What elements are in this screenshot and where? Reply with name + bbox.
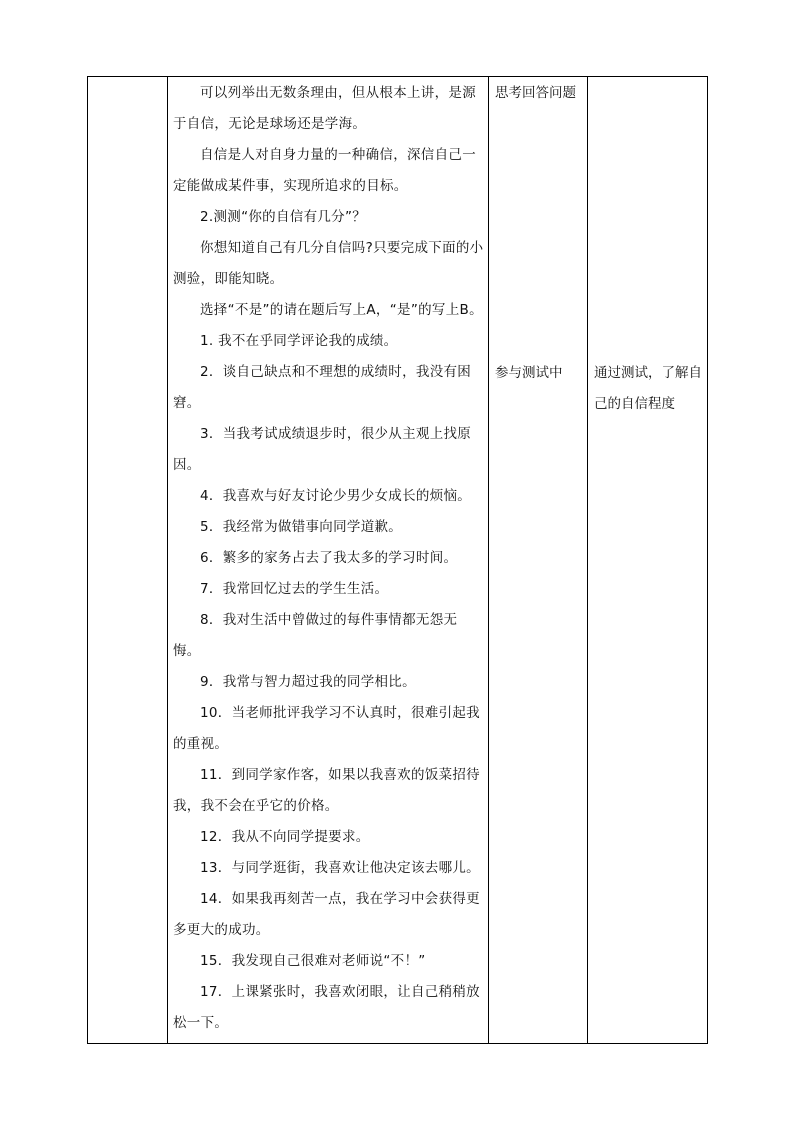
student-activity-top: 思考回答问题 (495, 85, 576, 101)
question-item: 11．到同学家作客，如果以我喜欢的饭菜招待我，我不会在乎它的价格。 (173, 767, 480, 814)
question-item: 7．我常回忆过去的学生生活。 (200, 581, 389, 597)
question-item: 2．谈自己缺点和不理想的成绩时，我没有困窘。 (173, 364, 472, 411)
design-intent-cell (588, 77, 708, 1044)
instruction-paragraph: 选择“不是”的请在题后写上A，“是”的写上B。 (200, 302, 483, 318)
section-heading: 2.测测“你的自信有几分”？ (200, 209, 367, 225)
question-item: 9．我常与智力超过我的同学相比。 (200, 674, 416, 690)
teaching-content-cell (168, 77, 489, 1044)
student-activity-middle: 参与测试中 (495, 365, 563, 381)
intro-paragraph: 你想知道自己有几分自信吗?只要完成下面的小测验，即能知晓。 (173, 240, 484, 287)
design-intent-middle: 通过测试，了解自己的自信程度 (594, 365, 702, 412)
question-item: 13．与同学逛街，我喜欢让他决定该去哪儿。 (200, 860, 480, 876)
question-item: 3．当我考试成绩退步时，很少从主观上找原因。 (173, 426, 472, 473)
table-row (88, 77, 708, 1044)
stage-cell (88, 77, 168, 1044)
question-item: 4．我喜欢与好友讨论少男少女成长的烦恼。 (200, 488, 472, 504)
question-item: 15．我发现自己很难对老师说“不！” (200, 953, 426, 969)
lesson-plan-table (87, 76, 708, 1044)
intro-paragraph: 可以列举出无数条理由，但从根本上讲，是源于自信，无论是球场还是学海。 (173, 85, 476, 132)
question-item: 8．我对生活中曾做过的每件事情都无怨无悔。 (173, 612, 458, 659)
question-item: 6．繁多的家务占去了我太多的学习时间。 (200, 550, 458, 566)
student-activity-cell (489, 77, 588, 1044)
intro-paragraph: 自信是人对自身力量的一种确信，深信自己一定能做成某件事，实现所追求的目标。 (173, 147, 476, 194)
question-item: 14．如果我再刻苦一点，我在学习中会获得更多更大的成功。 (173, 891, 480, 938)
question-item: 10．当老师批评我学习不认真时，很难引起我的重视。 (173, 705, 480, 752)
question-item: 17．上课紧张时，我喜欢闭眼，让自己稍稍放松一下。 (173, 984, 480, 1031)
question-item: 5．我经常为做错事向同学道歉。 (200, 519, 403, 535)
question-item: 1. 我不在乎同学评论我的成绩。 (200, 333, 398, 349)
question-item: 12．我从不向同学提要求。 (200, 829, 370, 845)
